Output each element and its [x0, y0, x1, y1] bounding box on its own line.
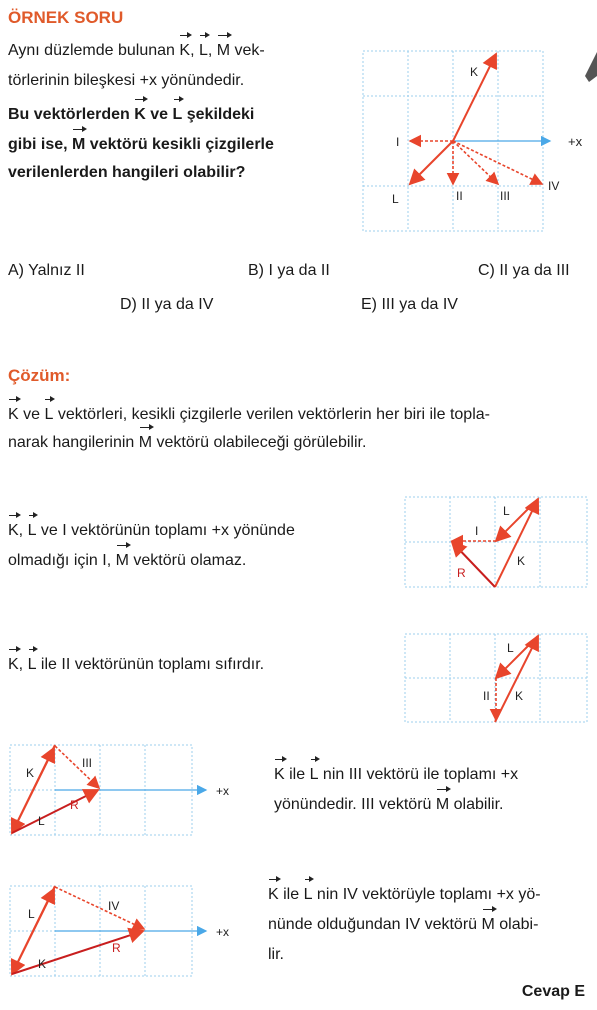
step1-label-k: K [517, 554, 526, 568]
step3-figure [8, 743, 248, 838]
solution-intro-2: narak hangilerinin M vektörü olabileceği görülebilir. [8, 428, 366, 458]
option-c[interactable]: C) II ya da III [478, 262, 570, 279]
step4-line-3: lir. [268, 946, 284, 963]
step3-line-1: K ile L nin III vektörü ile toplamı +x [274, 760, 518, 790]
vector-l [410, 141, 453, 184]
step1-line-1: K, L ve I vektörünün toplamı +x yönünde [8, 516, 295, 546]
question-bold-3: verilenlerden hangileri olabilir? [8, 164, 246, 181]
step1-vector-k [495, 499, 538, 587]
option-e[interactable]: E) III ya da IV [361, 296, 458, 313]
step4-label-r: R [112, 941, 121, 955]
step3-label-r: R [70, 798, 79, 812]
question-vector-figure [360, 48, 590, 238]
label-iii: III [500, 189, 511, 203]
question-bold-2: gibi ise, M vektörü kesikli çizgilerle [8, 130, 274, 160]
step3-label-k: K [26, 766, 35, 780]
step2-vector-l [496, 636, 538, 678]
label-k: K [470, 65, 479, 79]
step1-line-2: olmadığı için I, M vektörü olamaz. [8, 546, 246, 576]
step4-figure [8, 884, 248, 979]
step3-vector-iii [55, 746, 99, 788]
step1-figure [403, 495, 591, 590]
option-a[interactable]: A) Yalnız II [8, 262, 85, 279]
question-bold-1: Bu vektörlerden K ve L şekildeki [8, 100, 254, 130]
step1-label-r: R [457, 566, 466, 580]
question-line-2: törlerinin bileşkesi +x yönündedir. [8, 72, 245, 89]
label-iv: IV [548, 179, 560, 193]
step1-vector-r [452, 542, 495, 587]
step2-line: K, L ile II vektörünün toplamı sıfırdır. [8, 650, 264, 680]
answer-label: Cevap E [521, 983, 585, 1000]
step4-plus-x-label: +x [216, 925, 230, 939]
step4-line-1: K ile L nin IV vektörüyle toplamı +x yö- [268, 880, 541, 910]
option-b[interactable]: B) I ya da II [248, 262, 330, 279]
label-l: L [392, 192, 399, 206]
solution-title: Çözüm: [8, 366, 71, 385]
step1-label-i: I [475, 524, 479, 538]
step4-line-2: nünde olduğundan IV vektörü M olabi- [268, 910, 538, 940]
plus-x-label: +x [568, 134, 583, 149]
dashed-vector-iii [453, 141, 498, 184]
step1-label-l: L [503, 504, 510, 518]
solution-intro-1: K ve L vektörleri, kesikli çizgilerle verilen vektörlerin her biri ile topla- [8, 400, 593, 430]
question-line-1: Aynı düzlemde bulunan K, L, M vek- [8, 36, 338, 66]
step4-label-iv: IV [108, 899, 120, 913]
example-title: ÖRNEK SORU [8, 8, 124, 27]
step4-vector-r [12, 931, 143, 974]
step3-plus-x-label: +x [216, 784, 230, 798]
step3-label-l: L [38, 814, 45, 828]
option-d[interactable]: D) II ya da IV [120, 296, 214, 313]
step2-label-k: K [515, 689, 524, 703]
step2-vector-k [495, 636, 538, 722]
step3-line-2: yönündedir. III vektörü M olabilir. [274, 790, 503, 820]
step2-figure [403, 632, 591, 727]
label-ii: II [456, 189, 463, 203]
step4-label-k: K [38, 957, 47, 971]
pen-icon [583, 52, 597, 82]
step4-label-l: L [28, 907, 35, 921]
step2-label-l: L [507, 641, 514, 655]
step3-label-iii: III [82, 756, 93, 770]
step2-label-ii: II [483, 689, 490, 703]
label-i: I [396, 135, 400, 149]
